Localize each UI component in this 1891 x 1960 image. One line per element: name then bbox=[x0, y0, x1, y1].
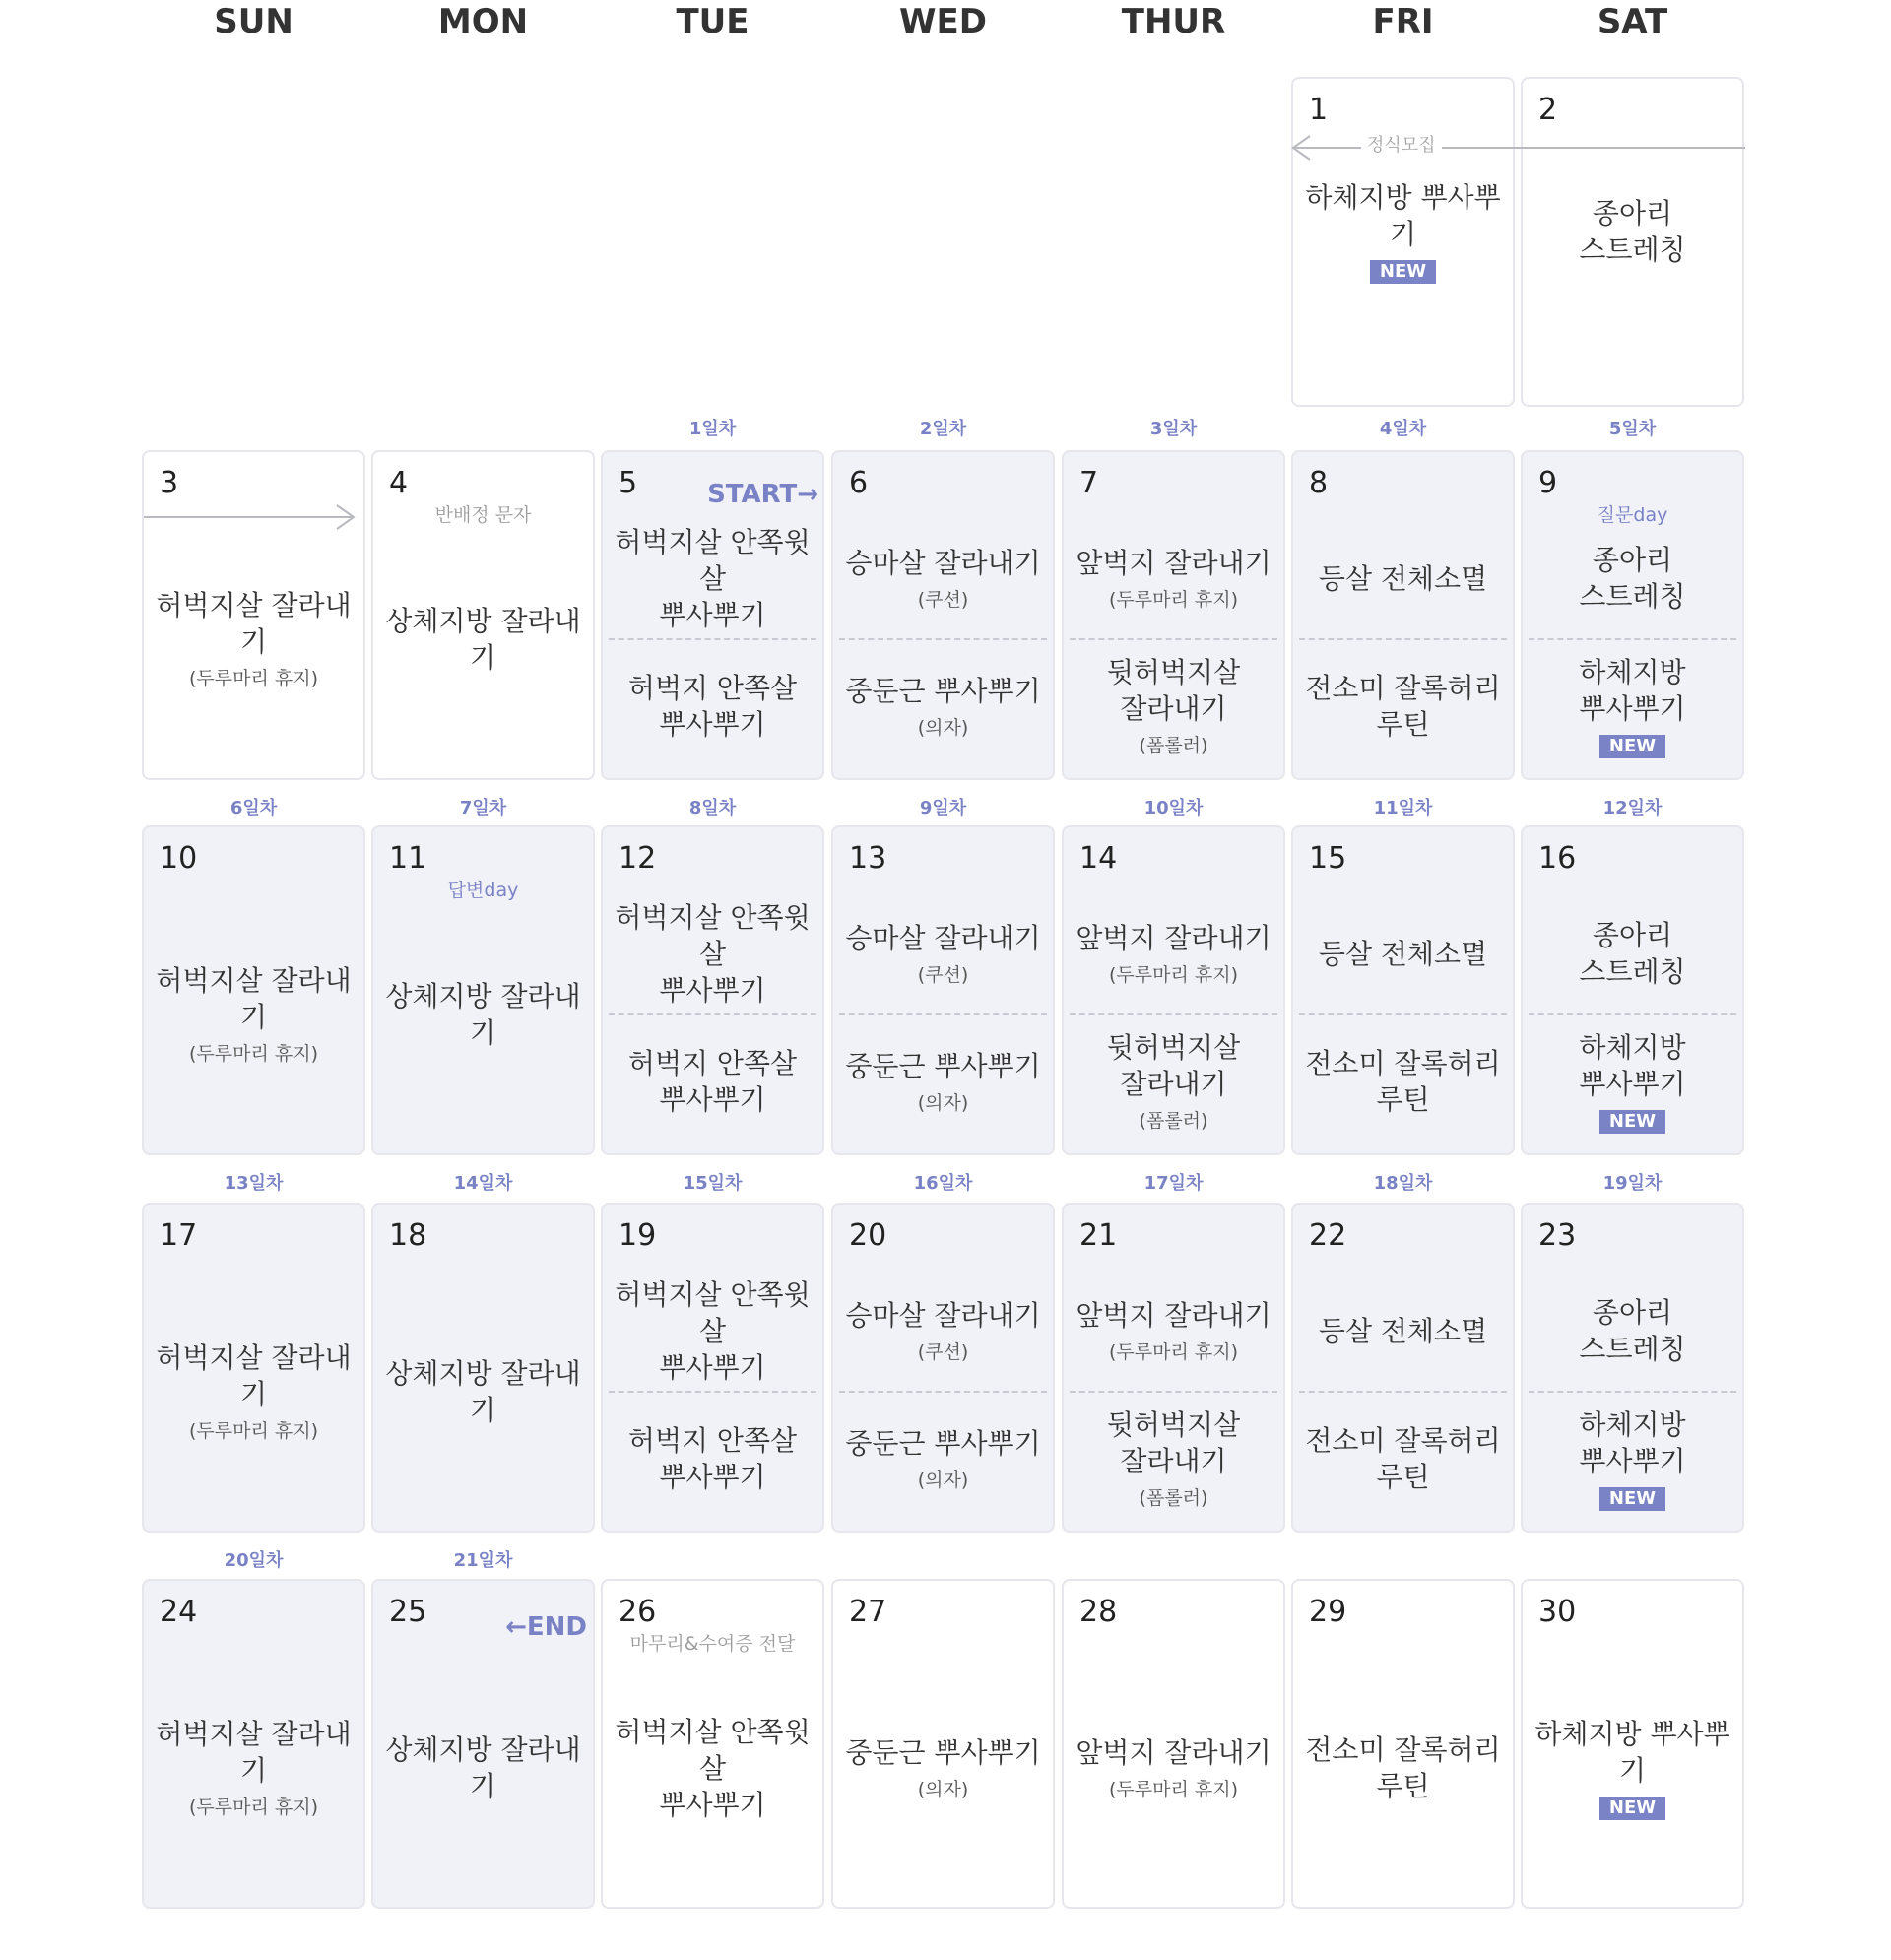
workout-title: 전소미 잘록허리 루틴 bbox=[1305, 1047, 1501, 1116]
day-count-label: 17일차 bbox=[1143, 1173, 1204, 1194]
day-note: 마무리&수여증 전달 bbox=[629, 1633, 796, 1655]
workout-title: 허벅지살 안쪽윗살 뿌사뿌기 bbox=[615, 1277, 811, 1384]
day-number: 3 bbox=[160, 466, 179, 500]
workout-secondary bbox=[1293, 1018, 1513, 1144]
day-count-label: 2일차 bbox=[919, 419, 967, 439]
day-count-label: 7일차 bbox=[459, 798, 507, 818]
workout-equipment: (쿠션) bbox=[917, 588, 969, 611]
day-cell[interactable] bbox=[1521, 825, 1744, 1155]
workout-equipment: (두루마리 휴지) bbox=[189, 1043, 318, 1065]
workout-secondary bbox=[1293, 1396, 1513, 1522]
day-number: 17 bbox=[160, 1218, 198, 1253]
day-count-label: 20일차 bbox=[224, 1550, 284, 1571]
workout-equipment: (쿠션) bbox=[917, 963, 969, 986]
workout-primary bbox=[144, 560, 363, 718]
workout-primary bbox=[144, 936, 363, 1093]
workout-title: 허벅지살 잘라내기 bbox=[156, 964, 352, 1033]
workout-primary bbox=[1523, 1689, 1742, 1847]
workout-secondary bbox=[603, 1018, 822, 1144]
workout-title: 앞벅지 잘라내기 bbox=[1076, 1298, 1272, 1332]
recruit-period-line bbox=[1292, 147, 1745, 149]
day-cell[interactable] bbox=[831, 1203, 1055, 1533]
workout-primary bbox=[833, 1689, 1053, 1847]
workout-title: 종아리 스트레칭 bbox=[1579, 544, 1686, 613]
workout-title: 상체지방 잘라내기 bbox=[385, 980, 581, 1049]
workout-primary bbox=[1523, 172, 1742, 291]
workout-title: 허벅지살 잘라내기 bbox=[156, 1718, 352, 1787]
workout-secondary bbox=[833, 1396, 1053, 1522]
workout-title: 승마살 잘라내기 bbox=[845, 546, 1041, 579]
workout-title: 상체지방 잘라내기 bbox=[385, 605, 581, 674]
day-number: 12 bbox=[619, 841, 657, 876]
day-cell[interactable] bbox=[371, 1203, 595, 1533]
weekday-label: MON bbox=[437, 2, 529, 41]
day-note: 반배정 문자 bbox=[434, 504, 532, 526]
workout-title: 허벅지살 잘라내기 bbox=[156, 1341, 352, 1410]
day-number: 27 bbox=[849, 1595, 887, 1629]
weekday-label: TUE bbox=[676, 2, 750, 41]
weekday-label: FRI bbox=[1372, 2, 1434, 41]
day-number: 9 bbox=[1538, 466, 1558, 500]
workout-title: 승마살 잘라내기 bbox=[845, 921, 1041, 954]
workout-secondary bbox=[603, 1396, 822, 1522]
workout-title: 앞벅지 잘라내기 bbox=[1076, 921, 1272, 954]
workout-primary bbox=[603, 1274, 822, 1388]
workout-title: 하체지방 뿌사뿌기 bbox=[1579, 1031, 1686, 1100]
workout-secondary bbox=[1293, 643, 1513, 769]
day-number: 29 bbox=[1309, 1595, 1347, 1629]
workout-equipment: (폼롤러) bbox=[1139, 1110, 1208, 1132]
workout-equipment: (의자) bbox=[917, 1469, 969, 1491]
day-cell[interactable] bbox=[601, 825, 824, 1155]
day-count-label: 16일차 bbox=[913, 1173, 973, 1194]
new-badge: NEW bbox=[1599, 1797, 1665, 1820]
workout-title: 허벅지 안쪽살 뿌사뿌기 bbox=[627, 672, 798, 741]
workout-title: 허벅지살 안쪽윗살 뿌사뿌기 bbox=[615, 1715, 811, 1821]
day-cell[interactable] bbox=[1062, 1203, 1285, 1533]
workout-title: 승마살 잘라내기 bbox=[845, 1298, 1041, 1332]
workout-primary bbox=[144, 1689, 363, 1847]
workout-title: 허벅지살 잘라내기 bbox=[156, 589, 352, 658]
day-count-label: 1일차 bbox=[688, 419, 737, 439]
workout-equipment: (의자) bbox=[917, 1778, 969, 1800]
day-count-label: 4일차 bbox=[1379, 419, 1427, 439]
workout-title: 뒷허벅지살 잘라내기 bbox=[1106, 656, 1241, 725]
workout-primary bbox=[373, 1313, 593, 1470]
day-number: 6 bbox=[849, 466, 869, 500]
workout-secondary bbox=[1523, 643, 1742, 769]
day-number: 4 bbox=[389, 466, 409, 500]
section-divider bbox=[1529, 1013, 1736, 1015]
day-cell[interactable] bbox=[142, 1203, 365, 1533]
day-note: 답변day bbox=[447, 880, 519, 901]
workout-title: 종아리 스트레칭 bbox=[1579, 197, 1686, 266]
workout-primary bbox=[833, 521, 1053, 635]
day-cell[interactable] bbox=[1291, 77, 1515, 407]
day-number: 2 bbox=[1538, 93, 1558, 127]
workout-secondary bbox=[1064, 643, 1283, 769]
section-divider bbox=[1070, 1013, 1277, 1015]
workout-title: 허벅지 안쪽살 뿌사뿌기 bbox=[627, 1047, 798, 1116]
workout-equipment: (의자) bbox=[917, 1091, 969, 1114]
weekday-label: SUN bbox=[214, 2, 293, 41]
day-cell[interactable] bbox=[142, 825, 365, 1155]
section-divider bbox=[839, 638, 1047, 640]
section-divider bbox=[1299, 1013, 1507, 1015]
day-number: 15 bbox=[1309, 841, 1347, 876]
day-count-label: 9일차 bbox=[919, 798, 967, 818]
section-divider bbox=[1529, 1391, 1736, 1393]
new-badge: NEW bbox=[1599, 1110, 1665, 1134]
workout-equipment: (두루마리 휴지) bbox=[1109, 1340, 1238, 1363]
weekday-label: THUR bbox=[1121, 2, 1226, 41]
section-divider bbox=[609, 638, 816, 640]
section-divider bbox=[1070, 638, 1277, 640]
day-count-label: 15일차 bbox=[683, 1173, 743, 1194]
workout-title: 뒷허벅지살 잘라내기 bbox=[1106, 1408, 1241, 1477]
workout-secondary bbox=[1064, 1396, 1283, 1522]
workout-title: 등살 전체소멸 bbox=[1318, 937, 1488, 970]
workout-secondary bbox=[833, 1018, 1053, 1144]
workout-title: 중둔근 뿌사뿌기 bbox=[845, 1735, 1041, 1769]
workout-secondary bbox=[1523, 1396, 1742, 1522]
day-cell[interactable] bbox=[1062, 450, 1285, 780]
workout-primary bbox=[1293, 521, 1513, 635]
day-cell[interactable] bbox=[1062, 1579, 1285, 1909]
workout-primary bbox=[1064, 1274, 1283, 1388]
day-number: 19 bbox=[619, 1218, 657, 1253]
weekday-label: SAT bbox=[1597, 2, 1668, 41]
day-number: 7 bbox=[1079, 466, 1099, 500]
day-cell[interactable] bbox=[1291, 1579, 1515, 1909]
workout-equipment: (의자) bbox=[917, 716, 969, 739]
workout-equipment: (폼롤러) bbox=[1139, 735, 1208, 756]
workout-title: 종아리 스트레칭 bbox=[1579, 1296, 1686, 1365]
day-cell[interactable] bbox=[1521, 1579, 1744, 1909]
new-badge: NEW bbox=[1599, 1487, 1665, 1511]
workout-equipment: (두루마리 휴지) bbox=[1109, 1778, 1238, 1800]
day-count-label: 3일차 bbox=[1149, 419, 1198, 439]
day-number: 24 bbox=[160, 1595, 198, 1629]
day-cell[interactable] bbox=[371, 825, 595, 1155]
workout-primary bbox=[373, 1689, 593, 1847]
arrow-right-icon bbox=[335, 503, 357, 531]
workout-title: 하체지방 뿌사뿌기 bbox=[1305, 181, 1501, 250]
day-count-label: 18일차 bbox=[1373, 1173, 1433, 1194]
day-cell[interactable] bbox=[1521, 450, 1744, 780]
workout-title: 허벅지 안쪽살 뿌사뿌기 bbox=[627, 1424, 798, 1493]
workout-equipment: (두루마리 휴지) bbox=[1109, 588, 1238, 611]
workout-primary bbox=[1064, 521, 1283, 635]
section-divider bbox=[1529, 638, 1736, 640]
workout-title: 상체지방 잘라내기 bbox=[385, 1733, 581, 1802]
workout-title: 전소미 잘록허리 루틴 bbox=[1305, 672, 1501, 741]
day-cell[interactable] bbox=[142, 1579, 365, 1909]
day-cell[interactable] bbox=[142, 450, 365, 780]
workout-title: 뒷허벅지살 잘라내기 bbox=[1106, 1031, 1241, 1100]
workout-title: 하체지방 뿌사뿌기 bbox=[1579, 656, 1686, 725]
section-divider bbox=[1299, 1391, 1507, 1393]
day-count-label: 11일차 bbox=[1373, 798, 1433, 818]
day-cell[interactable] bbox=[1291, 450, 1515, 780]
workout-primary bbox=[833, 1274, 1053, 1388]
day-cell[interactable] bbox=[1291, 825, 1515, 1155]
start-marker: START→ bbox=[707, 480, 818, 509]
workout-title: 하체지방 뿌사뿌기 bbox=[1579, 1408, 1686, 1477]
section-divider bbox=[1299, 638, 1507, 640]
workout-title: 앞벅지 잘라내기 bbox=[1076, 546, 1272, 579]
day-number: 28 bbox=[1079, 1595, 1118, 1629]
day-count-label: 6일차 bbox=[229, 798, 278, 818]
day-number: 18 bbox=[389, 1218, 427, 1253]
workout-equipment: (두루마리 휴지) bbox=[189, 1420, 318, 1442]
recruit-period-label: 정식모집 bbox=[1361, 135, 1442, 157]
day-count-label: 19일차 bbox=[1602, 1173, 1663, 1194]
workout-title: 하체지방 뿌사뿌기 bbox=[1534, 1718, 1730, 1787]
day-cell[interactable] bbox=[371, 1579, 595, 1909]
workout-title: 허벅지살 안쪽윗살 뿌사뿌기 bbox=[615, 900, 811, 1007]
workout-equipment: (두루마리 휴지) bbox=[189, 668, 318, 689]
day-cell[interactable] bbox=[601, 1203, 824, 1533]
workout-title: 앞벅지 잘라내기 bbox=[1076, 1735, 1272, 1769]
day-cell[interactable] bbox=[831, 450, 1055, 780]
workout-title: 중둔근 뿌사뿌기 bbox=[845, 1426, 1041, 1460]
section-divider bbox=[1070, 1391, 1277, 1393]
workout-title: 종아리 스트레칭 bbox=[1579, 919, 1686, 988]
workout-equipment: (폼롤러) bbox=[1139, 1487, 1208, 1509]
day-count-label: 14일차 bbox=[453, 1173, 513, 1194]
workout-primary bbox=[1523, 896, 1742, 1011]
day-note: 질문day bbox=[1597, 504, 1668, 526]
section-divider bbox=[609, 1013, 816, 1015]
workout-primary bbox=[1064, 1689, 1283, 1847]
day-number: 20 bbox=[849, 1218, 887, 1253]
day-count-label: 5일차 bbox=[1608, 419, 1657, 439]
day-number: 1 bbox=[1309, 93, 1329, 127]
recruit-period-line bbox=[144, 516, 353, 518]
new-badge: NEW bbox=[1599, 735, 1665, 758]
day-cell[interactable] bbox=[601, 450, 824, 780]
workout-primary bbox=[1293, 1274, 1513, 1388]
workout-title: 중둔근 뿌사뿌기 bbox=[845, 1049, 1041, 1082]
workout-title: 중둔근 뿌사뿌기 bbox=[845, 674, 1041, 707]
day-number: 5 bbox=[619, 466, 638, 500]
workout-primary bbox=[373, 936, 593, 1093]
day-count-label: 13일차 bbox=[224, 1173, 284, 1194]
day-count-label: 21일차 bbox=[453, 1550, 513, 1571]
day-number: 21 bbox=[1079, 1218, 1118, 1253]
day-count-label: 8일차 bbox=[688, 798, 737, 818]
workout-primary bbox=[373, 560, 593, 718]
workout-equipment: (두루마리 휴지) bbox=[189, 1797, 318, 1818]
workout-primary bbox=[1523, 521, 1742, 635]
workout-equipment: (쿠션) bbox=[917, 1340, 969, 1363]
workout-title: 전소미 잘록허리 루틴 bbox=[1305, 1733, 1501, 1802]
day-number: 11 bbox=[389, 841, 427, 876]
workout-title: 상체지방 잘라내기 bbox=[385, 1357, 581, 1426]
day-cell[interactable] bbox=[1062, 825, 1285, 1155]
day-number: 8 bbox=[1309, 466, 1329, 500]
workout-title: 등살 전체소멸 bbox=[1318, 1314, 1488, 1347]
workout-primary bbox=[1523, 1274, 1742, 1388]
day-number: 30 bbox=[1538, 1595, 1577, 1629]
day-cell[interactable] bbox=[831, 1579, 1055, 1909]
workout-primary bbox=[603, 1689, 822, 1847]
workout-primary bbox=[603, 896, 822, 1011]
workout-primary bbox=[1293, 896, 1513, 1011]
day-number: 13 bbox=[849, 841, 887, 876]
day-number: 22 bbox=[1309, 1218, 1347, 1253]
arrow-left-icon bbox=[1290, 134, 1312, 162]
workout-primary bbox=[144, 1313, 363, 1470]
weekday-label: WED bbox=[899, 2, 987, 41]
day-cell[interactable] bbox=[601, 1579, 824, 1909]
workout-secondary bbox=[1064, 1018, 1283, 1144]
end-marker: ←END bbox=[505, 1612, 587, 1642]
workout-equipment: (두루마리 휴지) bbox=[1109, 963, 1238, 986]
workout-title: 등살 전체소멸 bbox=[1318, 561, 1488, 595]
workout-primary bbox=[1293, 172, 1513, 291]
workout-title: 허벅지살 안쪽윗살 뿌사뿌기 bbox=[615, 525, 811, 631]
day-cell[interactable] bbox=[1521, 77, 1744, 407]
day-cell[interactable] bbox=[831, 825, 1055, 1155]
day-number: 16 bbox=[1538, 841, 1577, 876]
day-cell[interactable] bbox=[1291, 1203, 1515, 1533]
workout-secondary bbox=[1523, 1018, 1742, 1144]
section-divider bbox=[609, 1391, 816, 1393]
workout-title: 전소미 잘록허리 루틴 bbox=[1305, 1424, 1501, 1493]
day-cell[interactable] bbox=[371, 450, 595, 780]
day-number: 26 bbox=[619, 1595, 657, 1629]
day-count-label: 12일차 bbox=[1602, 798, 1663, 818]
workout-primary bbox=[1293, 1689, 1513, 1847]
day-number: 23 bbox=[1538, 1218, 1577, 1253]
workout-primary bbox=[833, 896, 1053, 1011]
day-number: 14 bbox=[1079, 841, 1118, 876]
day-number: 25 bbox=[389, 1595, 427, 1629]
new-badge: NEW bbox=[1370, 260, 1436, 284]
day-number: 10 bbox=[160, 841, 198, 876]
section-divider bbox=[839, 1391, 1047, 1393]
workout-primary bbox=[1064, 896, 1283, 1011]
workout-primary bbox=[603, 521, 822, 635]
section-divider bbox=[839, 1013, 1047, 1015]
day-count-label: 10일차 bbox=[1143, 798, 1204, 818]
workout-secondary bbox=[603, 643, 822, 769]
workout-secondary bbox=[833, 643, 1053, 769]
day-cell[interactable] bbox=[1521, 1203, 1744, 1533]
